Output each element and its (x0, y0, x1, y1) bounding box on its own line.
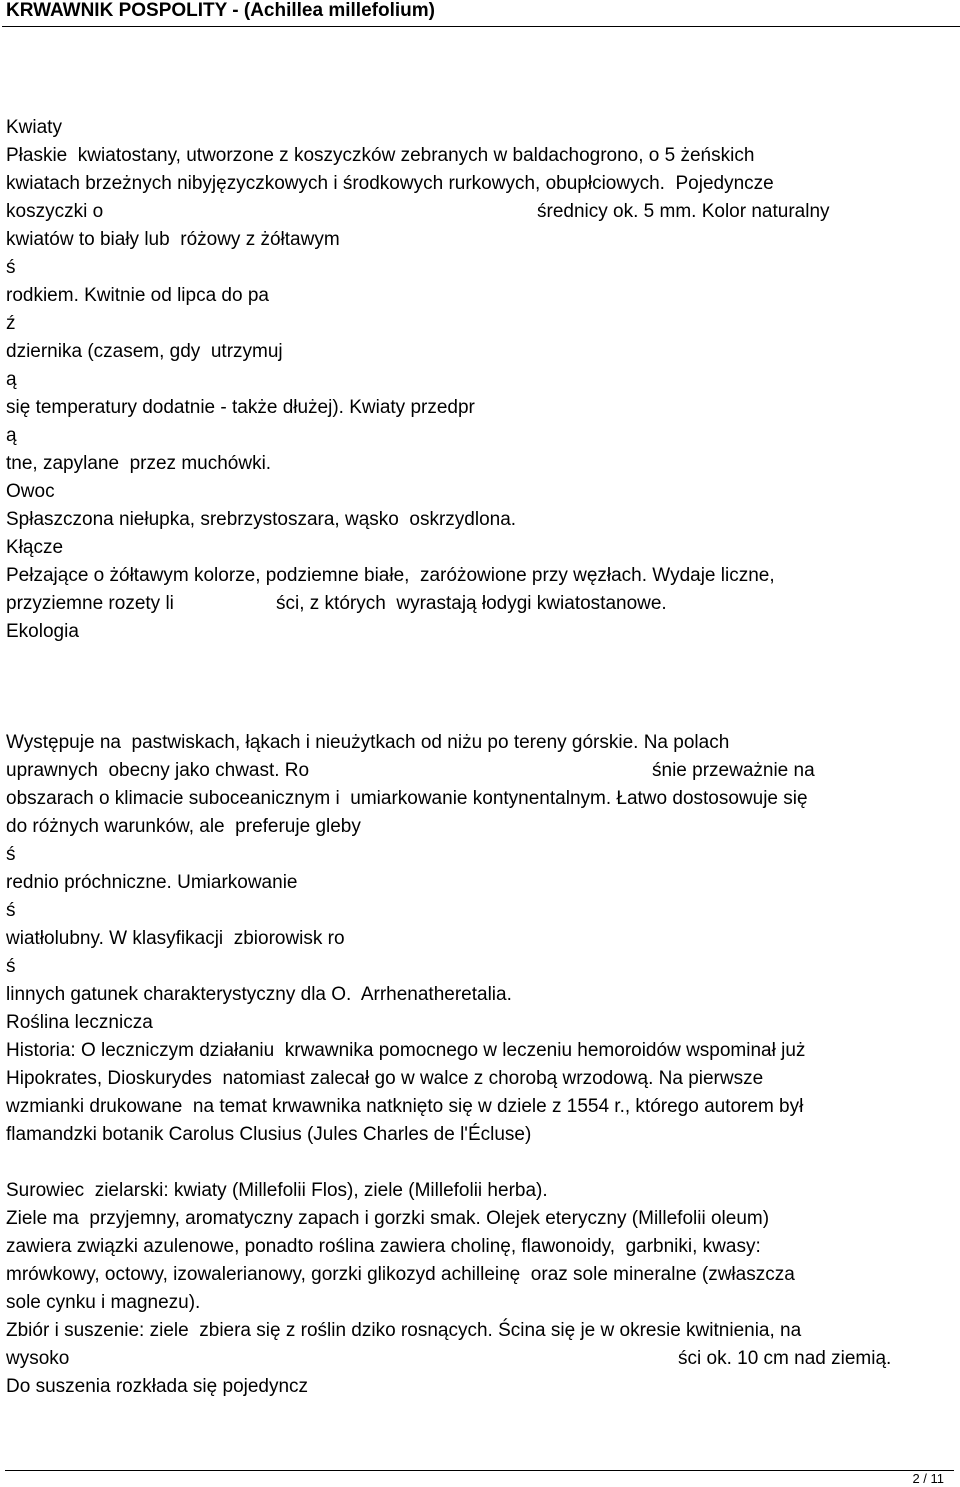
text-line: kwiatach brzeżnych nibyjęzyczkowych i środkowych rurkowych, obupłciowych. Pojedyncze (6, 173, 774, 194)
document-title: KRWAWNIK POSPOLITY - (Achillea millefolium) (6, 0, 435, 21)
text-line: ą (6, 369, 17, 390)
section-heading-owoc: Owoc (6, 481, 55, 502)
text-line: ś (6, 257, 16, 278)
text-line: Surowiec zielarski: kwiaty (Millefolii Flos), ziele (Millefolii herba). (6, 1180, 548, 1201)
text-line: tne, zapylane przez muchówki. (6, 453, 272, 474)
text-line: śnie przeważnie na (652, 760, 815, 781)
text-line: Występuje na pastwiskach, łąkach i nieużytkach od niżu po tereny górskie. Na polach (6, 732, 730, 753)
text-line: ź (6, 313, 16, 334)
text-line: ą (6, 425, 17, 446)
text-line: rednio próchniczne. Umiarkowanie (6, 872, 298, 893)
text-line: ś (6, 844, 16, 865)
text-line: dziernika (czasem, gdy utrzymuj (6, 341, 283, 362)
text-line: się temperatury dodatnie - także dłużej). Kwiaty przedpr (6, 397, 475, 418)
text-line: linnych gatunek charakterystyczny dla O. Arrhenatheretalia. (6, 984, 512, 1005)
page-header (2, 0, 960, 27)
text-line: przyziemne rozety li (6, 593, 174, 614)
text-line: ś (6, 900, 16, 921)
text-line: Zbiór i suszenie: ziele zbiera się z roślin dziko rosnących. Ścina się je w okresie kwitnienia, na (6, 1320, 802, 1341)
page-number: 2 / 11 (912, 1471, 944, 1486)
text-line: Hipokrates, Dioskurydes natomiast zalecał go w walce z chorobą wrzodową. Na pierwsze (6, 1068, 764, 1089)
text-line: Płaskie kwiatostany, utworzone z koszyczków zebranych w baldachogrono, o 5 żeńskich (6, 145, 755, 166)
text-line: sole cynku i magnezu). (6, 1292, 201, 1313)
section-heading-ekologia: Ekologia (6, 621, 79, 642)
text-line: Ziele ma przyjemny, aromatyczny zapach i gorzki smak. Olejek eteryczny (Millefolii oleum) (6, 1208, 770, 1229)
text-line: Pełzające o żółtawym kolorze, podziemne białe, zaróżowione przy węzłach. Wydaje liczne, (6, 565, 775, 586)
text-line: obszarach o klimacie suboceanicznym i umiarkowanie kontynentalnym. Łatwo dostosowuje się (6, 788, 808, 809)
text-line: rodkiem. Kwitnie od lipca do pa (6, 285, 269, 306)
text-line: średnicy ok. 5 mm. Kolor naturalny (537, 201, 830, 222)
text-line: wzmianki drukowane na temat krwawnika natknięto się w dziele z 1554 r., którego autorem był (6, 1096, 804, 1117)
text-line: Kwiaty (6, 117, 62, 138)
text-line: ści ok. 10 cm nad ziemią. (678, 1348, 892, 1369)
text-line: mrówkowy, octowy, izowalerianowy, gorzki glikozyd achilleinę oraz sole mineralne (zwłaszcza (6, 1264, 795, 1285)
text-line: wysoko (6, 1348, 70, 1369)
footer-divider (5, 1470, 954, 1471)
section-heading-klacze: Kłącze (6, 537, 64, 558)
text-line: kwiatów to biały lub różowy z żółtawym (6, 229, 340, 250)
text-line: do różnych warunków, ale preferuje gleby (6, 816, 361, 837)
section-heading-roslina-lecznicza: Roślina lecznicza (6, 1012, 153, 1033)
text-line: uprawnych obecny jako chwast. Ro (6, 760, 310, 781)
text-line: wiatłolubny. W klasyfikacji zbiorowisk ro (6, 928, 345, 949)
text-line: ś (6, 956, 16, 977)
text-line: Do suszenia rozkłada się pojedyncz (6, 1376, 309, 1397)
text-line: ści, z których wyrastają łodygi kwiatostanowe. (276, 593, 667, 614)
text-line: flamandzki botanik Carolus Clusius (Jules Charles de l'Écluse) (6, 1124, 532, 1145)
text-line: koszyczki o (6, 201, 104, 222)
text-line: zawiera związki azulenowe, ponadto roślina zawiera cholinę, flawonoidy, garbniki, kwasy: (6, 1236, 761, 1257)
text-line: Historia: O leczniczym działaniu krwawnika pomocnego w leczeniu hemoroidów wspominał już (6, 1040, 806, 1061)
text-line: Spłaszczona niełupka, srebrzystoszara, wąsko oskrzydlona. (6, 509, 517, 530)
